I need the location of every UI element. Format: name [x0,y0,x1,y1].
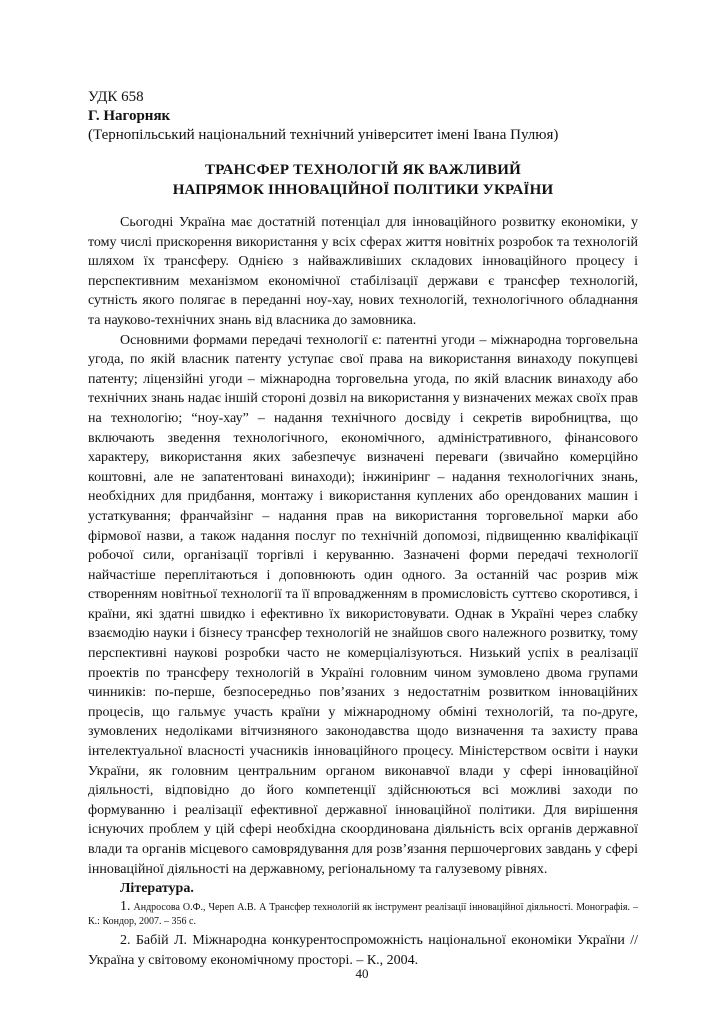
reference-number: 2. [120,933,131,949]
reference-text: Андросова О.Ф., Череп А.В. А Трансфер технологій як інструмент реалізації інноваційної діяльності. Монографія. – К.: Кондор, 2007. – 356 с. [88,902,638,928]
reference-number: 1. [120,899,131,915]
paragraph-main: Основними формами передачі технології є: патентні угоди – міжнародна торговельна угода, по якій власник патенту уступає свої права на використання винаходу покупцеві патенту; ліцензійні угоди – міжнародна торговельна угода, по якій власник винаходу або технічних знань надає іншій стороні дозвіл на використання у визначених межах своїх прав на технологію; “ноу-хау” – надання технічного досвіду і секретів виробництва, що включають зведення технологічного, економічного, адміністративного, фінансового характеру, використання яких забезпечує визначені переваги (звичайно комерційно коштовні, але не запатентовані винаходи); інжиніринг – надання технологічних знань, необхідних для придбання, монтажу і використання куплених або орендованих машин і устаткування; франчайзінг – надання прав на використання торговельної марки або фірмової назви, а також надання послуг по технічній допомозі, підвищенню кваліфікації робочої сили, організації торгівлі і керуванню. Зазначені форми передачі технології найчастіше переплітаються і доповнюють один одного. За останній час розрив між створенням новітньої технології та її впровадженням в промисловість суттєво скоротився, і країни, які здатні швидко і ефективно їх використовувати. Однак в Україні через слабку взаємодію науки і бізнесу трансфер технологій не знайшов свого належного розвитку, тому перспективні наукові розробки часто не комерціалізуються. Низький успіх в реалізації проектів по трансферу технологій в Україні головним чином зумовлено двома групами чинників: по-перше, безпосередньо пов’язаних з недостатнім розвитком інноваційних процесів, що гальмує участь країни у міжнародному обміні технологій, та по-друге, зумовлених недоліками вітчизняного законодавства щодо визначення та захисту права інтелектуальної власності учасників інноваційного процесу. Міністерством освіти і науки України, як головним центральним органом виконавчої влади у сфері інноваційної діяльності, відповідно до його компетенції здійснюються всі можливі заходи по формуванню і реалізації ефективної державної інноваційної політики. Для вирішення існуючих проблем у цій сфері необхідна скоординована діяльність всіх органів державної влади та органів місцевого самоврядування для розв’язання першочергових завдань у сфері інноваційної діяльності на державному, регіональному та галузевому рівнях. [88,332,638,877]
article-body [88,213,638,970]
udc-code: УДК 658 [88,89,144,105]
reference-item-2 [88,931,638,970]
author-name: Г. Нагорняк [88,108,171,124]
page-content [88,88,638,970]
literature-heading: Література. [120,881,194,897]
reference-item-1 [88,900,638,929]
title-line-1: ТРАНСФЕР ТЕХНОЛОГІЙ ЯК ВАЖЛИВИЙ [204,162,522,178]
paragraph-intro: Сьогодні Україна має достатній потенціал для інноваційного розвитку економіки, у тому числі прискорення використання у всіх сферах життя новітніх розробок та технологій шляхом їх трансферу. Однією з найважливіших складових інноваційного процесу і перспективним механізмом економічної стабілізації держави є трансфер технологій, сутність якого полягає в переданні ноу-хау, нових технологій, технологічного обладнання та науково-технічних знань від власника до замовника. [88,215,638,328]
title-line-2: НАПРЯМОК ІННОВАЦІЙНОЇ ПОЛІТИКИ УКРАЇНИ [172,182,554,198]
page-number: 40 [355,966,369,981]
article-title [88,160,638,200]
reference-text: Бабій Л. Міжнародна конкурентоспроможність національної економіки України // Україна у світовому економічному просторі. – К., 2004. [88,933,638,968]
author-affiliation: (Тернопільський національний технічний університет імені Івана Пулюя) [88,127,559,143]
